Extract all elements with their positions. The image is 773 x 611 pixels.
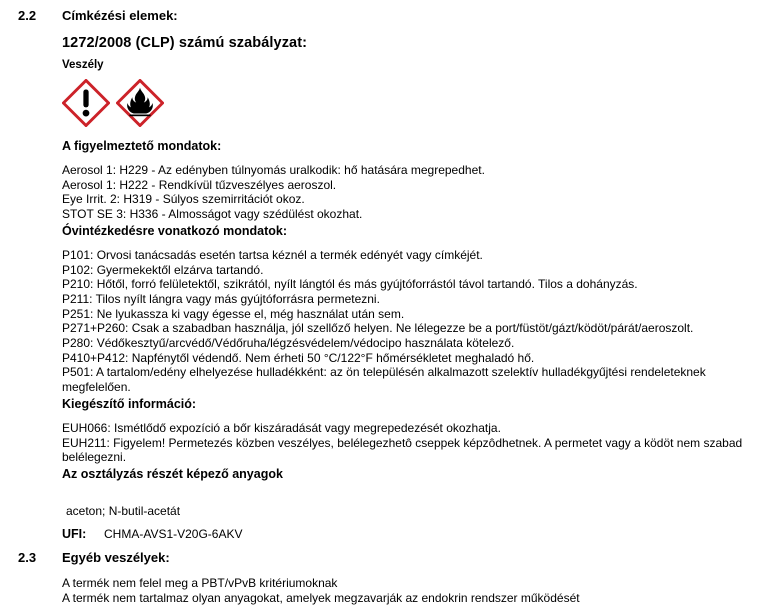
signal-word: Veszély xyxy=(62,59,104,71)
supplemental-info-heading: Kiegészítő információ: xyxy=(62,396,197,411)
section-2-2-content xyxy=(62,35,755,541)
section-2-2-header xyxy=(18,8,755,23)
hazard-statement: STOT SE 3: H336 - Almosságot vagy szédülést okozhat. xyxy=(62,207,363,222)
ghs-pictogram-row xyxy=(62,79,755,127)
precautionary-statement: P101: Orvosi tanácsadás esetén tartsa kéznél a termék edényét vagy címkéjét. xyxy=(62,247,483,262)
ufi-row xyxy=(62,527,755,541)
classification-substances-value: aceton; N-butil-acetát xyxy=(66,503,181,518)
ghs07-exclamation-icon xyxy=(62,79,110,127)
hazard-statements-list xyxy=(62,163,755,222)
precautionary-statement: P251: Ne lyukassza ki vagy égesse el, még használat után sem. xyxy=(62,306,405,321)
section-title: Címkézési elemek: xyxy=(62,8,178,23)
hazard-statement: Aerosol 1: H222 - Rendkívül tűzveszélyes aeroszol. xyxy=(62,177,337,192)
precautionary-statement: P501: A tartalom/edény elhelyezése hulladékként: az ön településén alkalmazott szelektív hulladékgyűjtési rendeleteknek megfelelően. xyxy=(62,365,706,395)
hazard-statements-heading: A figyelmeztető mondatok: xyxy=(62,139,222,153)
precautionary-statement: P211: Tilos nyílt lángra vagy más gyújtóforrásra permetezni. xyxy=(62,291,380,306)
hazard-statement: Aerosol 1: H229 - Az edényben túlnyomás uralkodik: hő hatására megrepedhet. xyxy=(62,163,485,177)
precautionary-statements-list xyxy=(62,248,755,395)
clp-regulation-heading: 1272/2008 (CLP) számú szabályzat: xyxy=(62,35,308,51)
section-number: 2.3 xyxy=(18,549,37,565)
hazard-statement: Eye Irrit. 2: H319 - Súlyos szemirritációt okoz. xyxy=(62,192,305,207)
ufi-value: CHMA-AVS1-V20G-6AKV xyxy=(104,526,243,541)
supplemental-statements-list xyxy=(62,421,755,465)
precautionary-statement: P210: Hőtől, forró felületektől, szikrától, nyílt lángtól és más gyújtóforrástól távol tartandó. Tilos a dohányzás. xyxy=(62,277,638,292)
precautionary-statement: P271+P260: Csak a szabadban használja, jól szellőző helyen. Ne lélegezze be a port/füstöt/gázt/ködöt/párát/aeroszolt. xyxy=(62,321,694,336)
precautionary-statement: P410+P412: Napfénytől védendő. Nem érheti 50 °C/122°F hőmérsékletet meghaladó hő. xyxy=(62,350,535,365)
precautionary-statement: P102: Gyermekektől elzárva tartandó. xyxy=(62,262,264,277)
section-number: 2.2 xyxy=(18,8,37,23)
ghs02-flame-icon xyxy=(116,79,164,127)
other-hazard-statement: A termék nem tartalmaz olyan anyagokat, amelyek megzavarják az endokrin rendszer működését xyxy=(62,590,580,605)
section-title: Egyéb veszélyek: xyxy=(62,549,170,565)
other-hazard-statement: A termék nem felel meg a PBT/vPvB kritériumoknak xyxy=(62,575,338,590)
precautionary-statements-heading: Óvintézkedésre vonatkozó mondatok: xyxy=(62,223,288,238)
classification-substances-heading: Az osztályzás részét képező anyagok xyxy=(62,466,283,481)
supplemental-statement: EUH211: Figyelem! Permetezés közben veszélyes, belélegezhetô cseppek képzôdhetnek. A permetet vagy a ködöt nem szabad belélegezni. xyxy=(62,435,743,465)
precautionary-statement: P280: Védőkesztyű/arcvédő/Védőruha/légzésvédelem/védocipo használata kötelező. xyxy=(62,336,515,351)
section-2-3-content xyxy=(62,576,755,605)
section-2-3-header xyxy=(18,550,755,565)
supplemental-statement: EUH066: Ismétlődő expozíció a bőr kiszáradását vagy megrepedezését okozhatja. xyxy=(62,420,501,435)
ufi-label: UFI: xyxy=(62,526,87,541)
